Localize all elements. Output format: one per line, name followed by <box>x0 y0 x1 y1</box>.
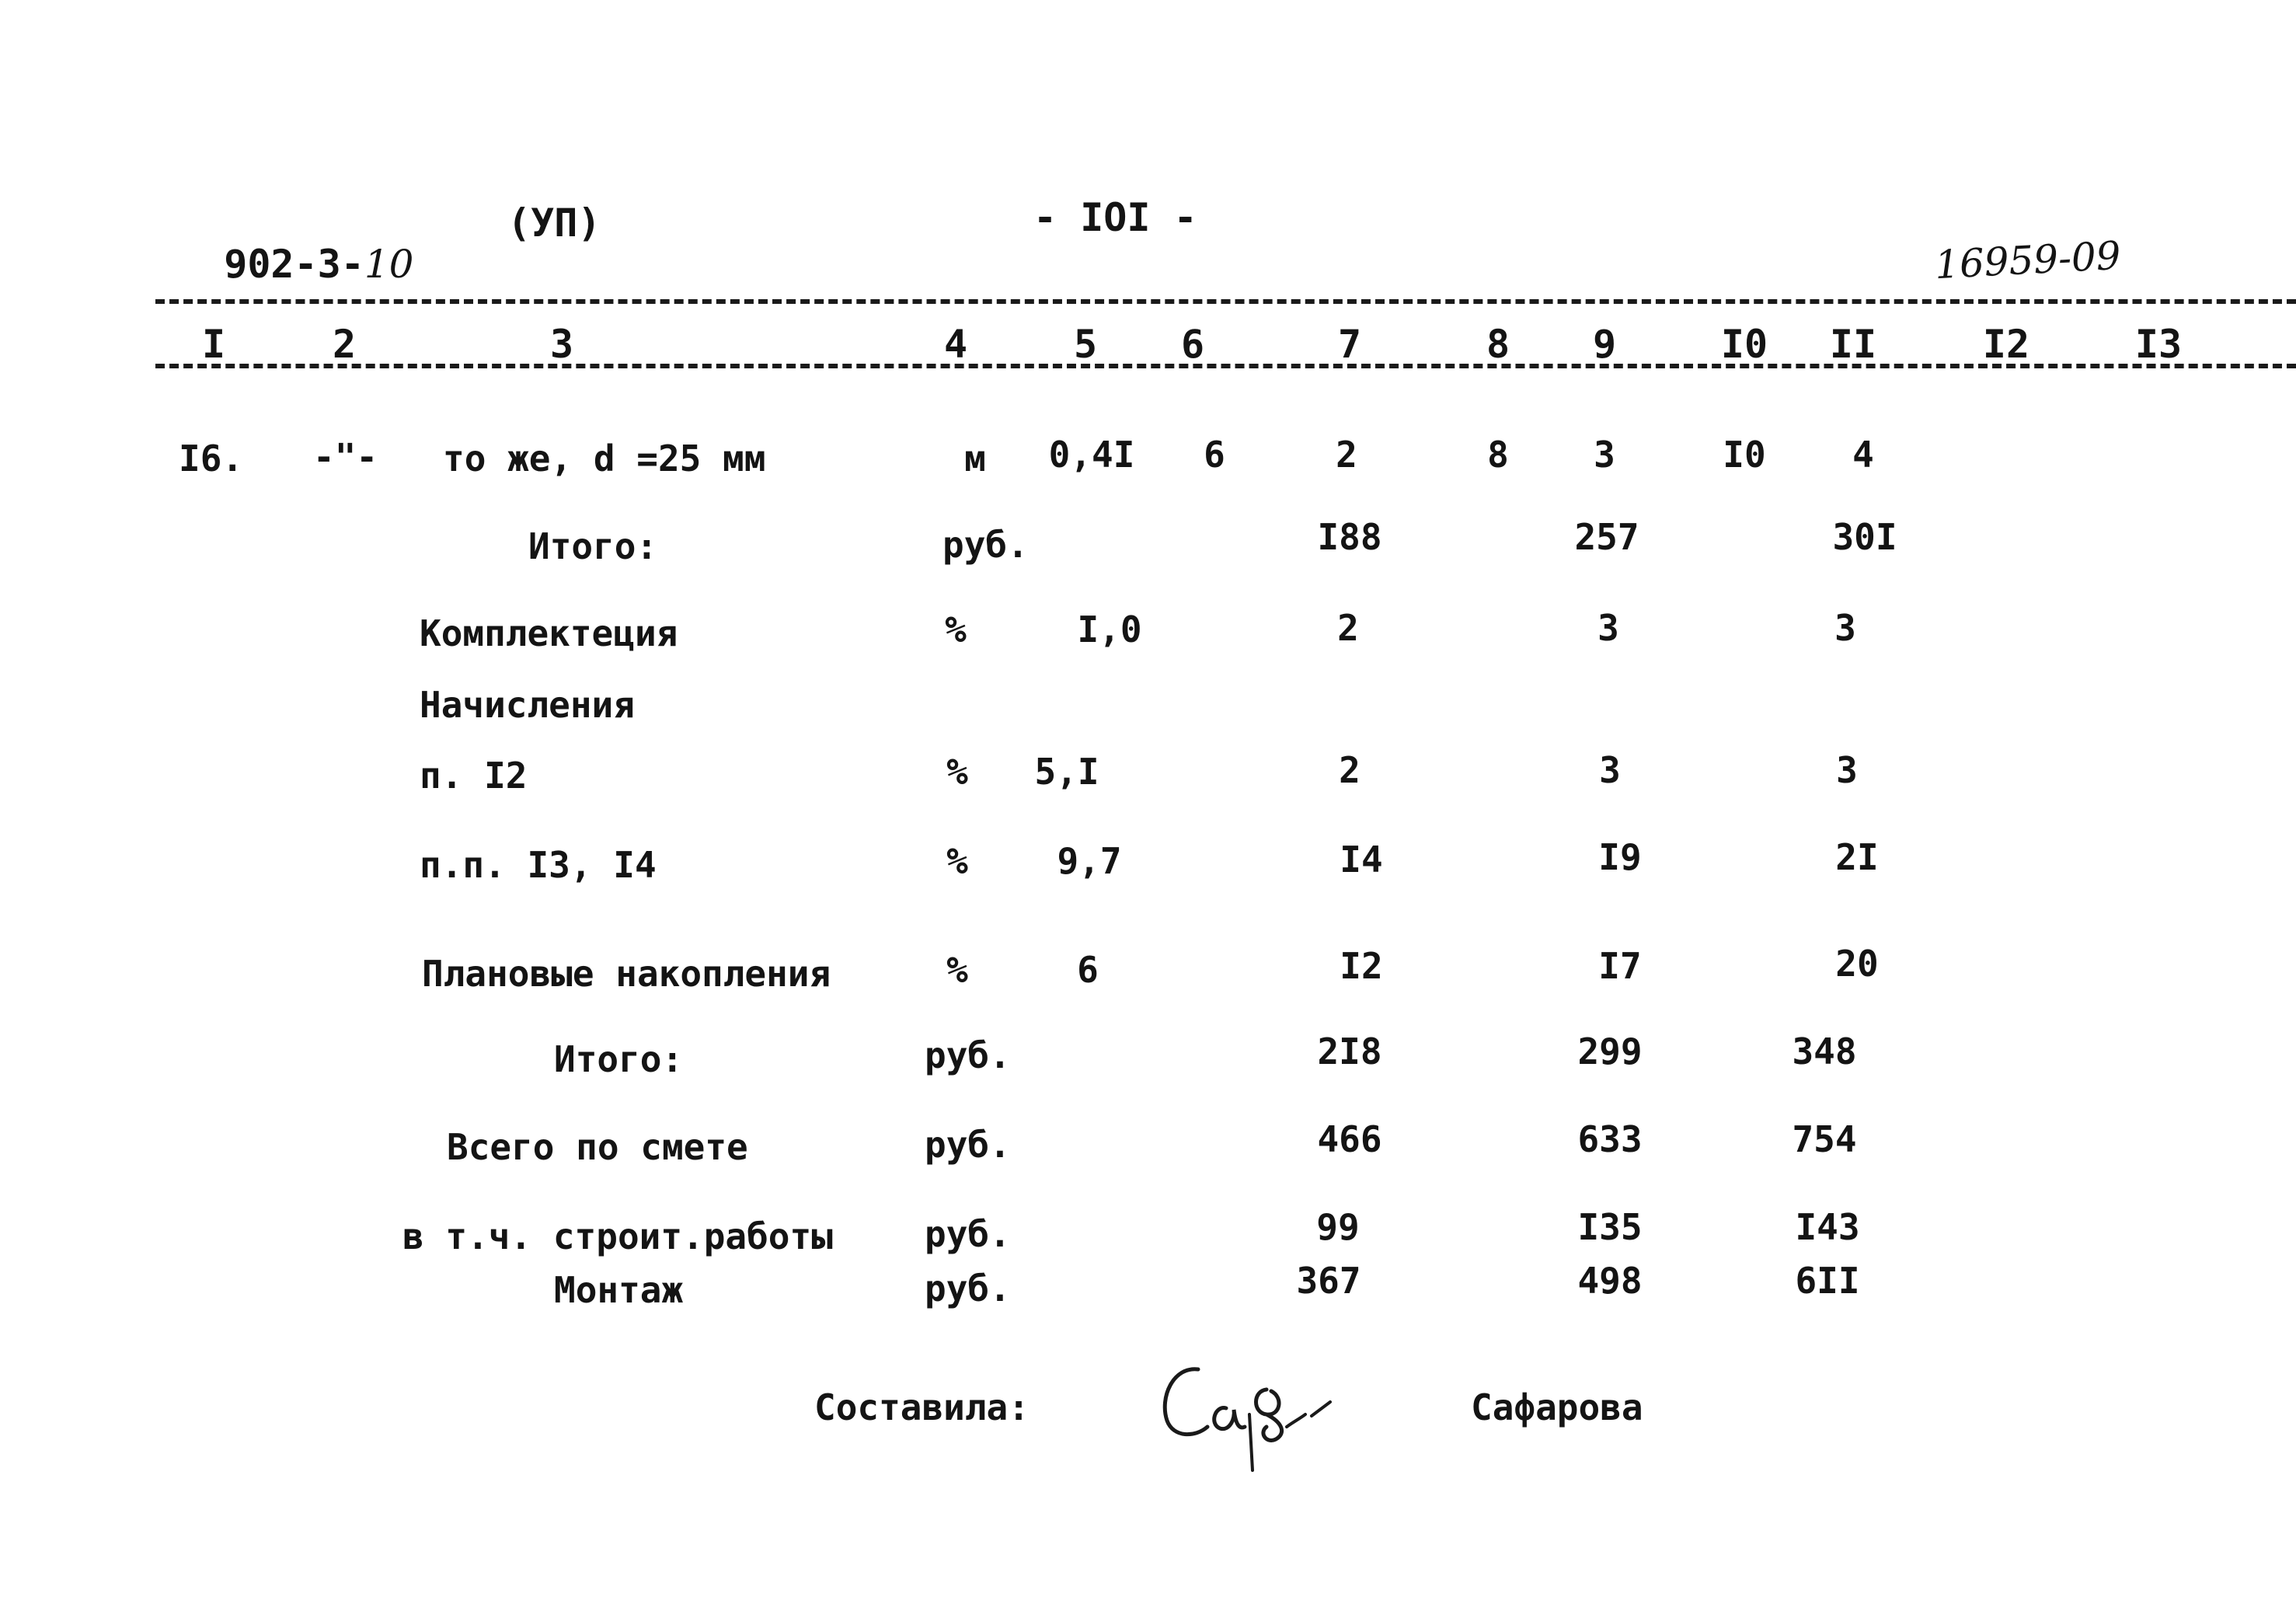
column-number: 5 <box>1073 322 1098 367</box>
item-col9: 3 <box>1594 434 1615 476</box>
doc-code-handwritten: 10 <box>364 242 414 287</box>
column-number: 8 <box>1486 322 1510 367</box>
column-number: I <box>201 322 226 367</box>
row-label: в т.ч. строит.работы <box>402 1215 833 1257</box>
row-label: Начисления <box>420 684 635 726</box>
row-unit: руб. <box>925 1268 1011 1309</box>
row-col7: 367 <box>1296 1260 1361 1302</box>
row-unit: руб. <box>942 524 1029 566</box>
row-col7: 2 <box>1337 607 1359 649</box>
item-number: I6. <box>179 438 244 479</box>
column-number: 7 <box>1337 322 1362 367</box>
row-col7: I2 <box>1340 945 1383 987</box>
column-number: 4 <box>943 322 968 367</box>
row-col7: 99 <box>1316 1206 1360 1248</box>
row-col11: 6II <box>1795 1260 1860 1302</box>
row-label: Итого: <box>528 525 658 567</box>
row-label: Комплектеция <box>420 612 678 654</box>
row-col9: I35 <box>1577 1206 1643 1248</box>
column-number: 6 <box>1180 322 1205 367</box>
item-code: -"- <box>313 436 378 478</box>
column-number: 3 <box>549 322 574 367</box>
item-qty: 0,4I <box>1048 434 1135 476</box>
row-unit: % <box>946 949 968 991</box>
item-col6: 6 <box>1204 434 1225 476</box>
row-col11: 2I <box>1835 836 1879 878</box>
row-col9: I9 <box>1598 836 1642 878</box>
row-col9: 498 <box>1577 1260 1643 1302</box>
row-col7: I88 <box>1317 516 1382 558</box>
item-col11: 4 <box>1852 434 1874 476</box>
column-number: I3 <box>2134 322 2183 367</box>
row-col11: 3 <box>1836 749 1858 791</box>
row-unit: руб. <box>925 1034 1011 1076</box>
row-col7: 2I8 <box>1317 1030 1382 1072</box>
row-label: Плановые накопления <box>422 953 831 995</box>
row-col11: 30I <box>1832 516 1897 558</box>
item-col7: 2 <box>1336 434 1357 476</box>
item-name: то же, d =25 мм <box>443 438 766 479</box>
column-number: 9 <box>1592 322 1617 367</box>
row-col9: 633 <box>1577 1118 1643 1160</box>
row-rate: I,0 <box>1077 608 1142 650</box>
header-rule-bottom <box>155 364 2296 368</box>
handwritten-signature <box>1150 1352 1352 1477</box>
item-unit: м <box>964 438 986 479</box>
row-col11: 348 <box>1792 1030 1857 1072</box>
row-col9: 257 <box>1574 516 1639 558</box>
row-unit: % <box>945 608 967 650</box>
row-col7: I4 <box>1340 839 1383 880</box>
page-number: - IOI - <box>1033 195 1197 240</box>
row-col11: I43 <box>1795 1206 1860 1248</box>
row-label: Монтаж <box>554 1269 684 1311</box>
row-label: п. I2 <box>420 755 528 797</box>
row-col11: 3 <box>1834 607 1856 649</box>
row-col11: 20 <box>1835 943 1879 985</box>
row-label: Итого: <box>554 1038 684 1080</box>
doc-code <box>177 206 414 287</box>
column-number: II <box>1829 322 1877 367</box>
row-unit: руб. <box>925 1124 1011 1166</box>
row-unit: руб. <box>925 1213 1011 1255</box>
row-col7: 2 <box>1339 749 1361 791</box>
header-rule-top <box>155 299 2296 304</box>
column-number: I0 <box>1720 322 1768 367</box>
item-col8: 8 <box>1487 434 1509 476</box>
row-rate: 9,7 <box>1057 840 1122 882</box>
section-label: (УП) <box>507 201 601 246</box>
compiler-name: Сафарова <box>1471 1386 1643 1428</box>
row-label: Всего по смете <box>447 1126 748 1168</box>
item-col10: I0 <box>1723 434 1766 476</box>
column-number: 2 <box>332 322 357 367</box>
compiled-by-label: Составила: <box>814 1386 1030 1428</box>
row-col9: 3 <box>1599 749 1621 791</box>
stamp-number: 16959-09 <box>1933 232 2122 288</box>
row-col11: 754 <box>1792 1118 1857 1160</box>
row-unit: % <box>946 840 968 882</box>
row-col9: I7 <box>1598 945 1642 987</box>
row-rate: 5,I <box>1034 751 1099 793</box>
row-col9: 3 <box>1597 607 1619 649</box>
row-col9: 299 <box>1577 1030 1643 1072</box>
row-unit: % <box>946 751 968 793</box>
column-number: I2 <box>1982 322 2030 367</box>
doc-code-prefix: 902-3- <box>224 242 364 287</box>
row-label: п.п. I3, I4 <box>420 844 657 886</box>
row-rate: 6 <box>1077 949 1099 991</box>
row-col7: 466 <box>1317 1118 1382 1160</box>
